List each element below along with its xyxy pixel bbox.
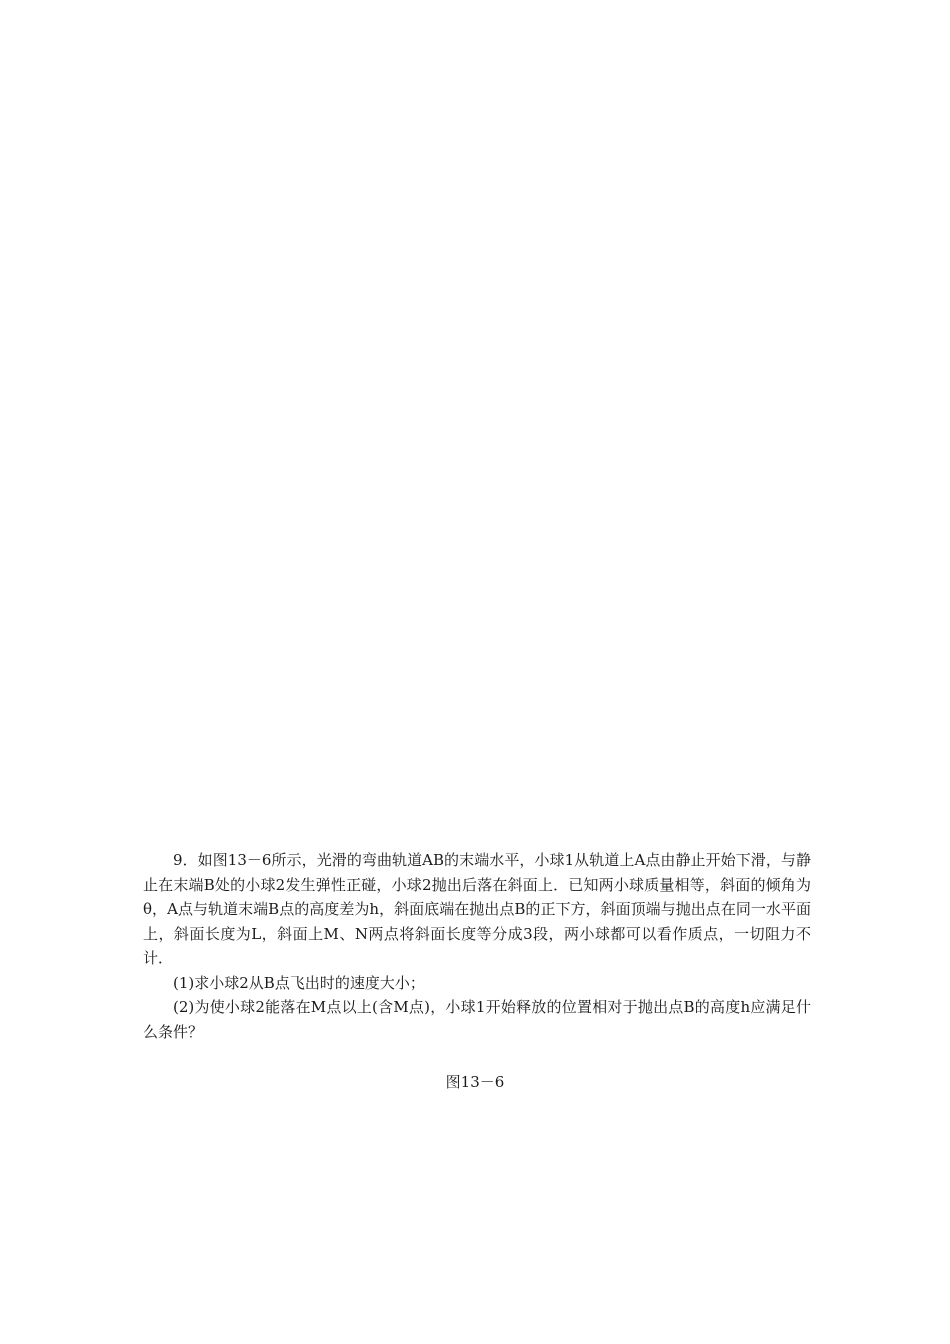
sub-question-1: (1)求小球2从B点飞出时的速度大小； [173, 973, 425, 992]
sub-question-2: (2)为使小球2能落在M点以上(含M点)，小球1开始释放的位置相对于抛出点B的高度h应满足什么条件？ [143, 998, 811, 1041]
problem-9 [143, 848, 811, 1044]
problem-statement: 9．如图13－6所示，光滑的弯曲轨道AB的末端水平，小球1从轨道上A点由静止开始下滑，与静止在末端B处的小球2发生弹性正碰，小球2抛出后落在斜面上．已知两小球质量相等，斜面的倾角为θ，A点与轨道末端B点的高度差为h，斜面底端在抛出点B的正下方，斜面顶端与抛出点在同一水平面上，斜面长度为L，斜面上M、N两点将斜面长度等分成3段，两小球都可以看作质点，一切阻力不计． [143, 851, 811, 967]
figure-caption: 图13－6 [445, 1073, 505, 1091]
